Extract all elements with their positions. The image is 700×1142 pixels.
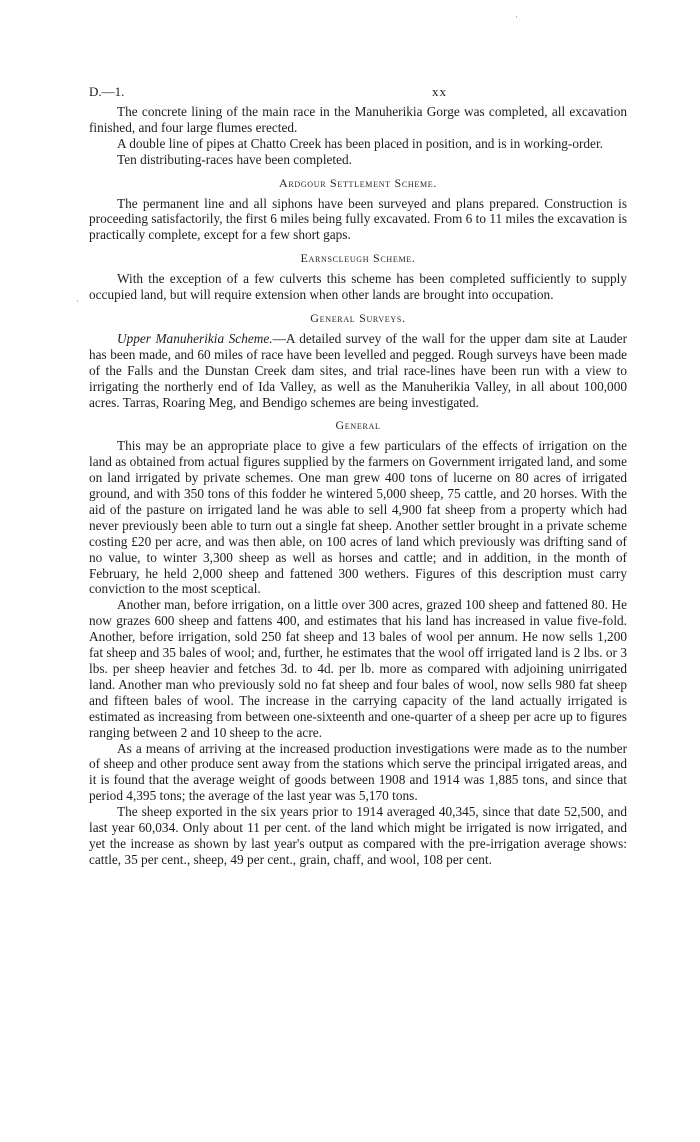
body-paragraph bbox=[89, 104, 627, 136]
body-paragraph bbox=[89, 271, 627, 303]
body-paragraph bbox=[89, 741, 627, 805]
body-paragraph bbox=[89, 152, 627, 168]
paragraph-text: The sheep exported in the six years prior to 1914 averaged 40,345, since that date 52,500, and last year 60,034. Only about 11 per cent. of the land which might be irrigated is now irrigated, and yet the increase as shown by last year's output as compared with the pre-irrigation average shows: cattle, 35 per cent., sheep, 49 per cent., grain, chaff, and wool, 108 per cent. bbox=[89, 804, 627, 867]
page-header bbox=[89, 84, 627, 100]
section-heading: General Surveys. bbox=[310, 310, 406, 325]
document-body bbox=[89, 104, 627, 868]
section-heading: Earnscleugh Scheme. bbox=[300, 251, 416, 266]
document-section bbox=[89, 418, 627, 867]
paragraph-text: Another man, before irrigation, on a little over 300 acres, grazed 100 sheep and fattened 80. He now grazes 600 sheep and fattens 400, and estimates that his land has increased in value five-fold. Another, before irrigation, sold 250 fat sheep and 13 bales of wool per annum. He now sells 1,200 fat sheep and 35 bales of wool; and, further, he estimates that the wool off irrigated land is 2 lbs. or 3 lbs. per sheep heavier and fetches 3d. to 4d. per lb. more as compared with adjoining unirrigated land. Another man who previously sold no fat sheep and four bales of wool, now sells 980 fat sheep and fifteen bales of wool. The increase in the carrying capacity of the land actually irrigated is estimated as increasing from between one-sixteenth and one-quarter of a sheep per acre up to figures ranging between 2 and 10 sheep to the acre. bbox=[89, 597, 627, 740]
paragraph-text: The permanent line and all siphons have been surveyed and plans prepared. Construction is proceeding satisfactorily, the first 6 miles being fully excavated. From 6 to 11 miles the excavation is practically complete, except for a few short gaps. bbox=[89, 195, 627, 243]
document-reference: D.—1. bbox=[89, 84, 125, 99]
page-number: xx bbox=[432, 84, 447, 99]
body-paragraph bbox=[89, 438, 627, 597]
body-paragraph bbox=[89, 597, 627, 740]
document-section bbox=[89, 176, 627, 244]
paragraph-text: A double line of pipes at Chatto Creek has been placed in position, and is in working-order. bbox=[117, 135, 603, 151]
paragraph-text: Ten distributing-races have been completed. bbox=[117, 151, 353, 167]
body-paragraph bbox=[89, 196, 627, 244]
scan-speck: · bbox=[515, 12, 518, 22]
scan-speck: · bbox=[76, 296, 79, 306]
document-section bbox=[89, 251, 627, 303]
paragraph-lead-italic: Upper Manuherikia Scheme. bbox=[117, 330, 273, 346]
document-section bbox=[89, 104, 627, 168]
body-paragraph bbox=[89, 331, 627, 411]
paragraph-text: The concrete lining of the main race in the Manuherikia Gorge was completed, all excavation finished, and four large flumes erected. bbox=[89, 104, 627, 135]
body-paragraph bbox=[89, 136, 627, 152]
paragraph-text: —A detailed survey of the wall for the upper dam site at Lauder has been made, and 60 miles of race have been levelled and pegged. Rough surveys have been made of the Falls and the Dunstan Creek dam sites, and trial race-lines have been run with a view to irrigating the northerly end of Ida Valley, as well as the Manuherikia Valley, in all about 100,000 acres. Tarras, Roaring Meg, and Bendigo schemes are being investigated. bbox=[89, 330, 627, 410]
paragraph-text: As a means of arriving at the increased production investigations were made as to the number of sheep and other produce sent away from the stations which serve the principal irrigated areas, and it is found that the average weight of goods between 1908 and 1914 was 1,885 tons, and since that period 4,395 tons; the average of the last year was 5,170 tons. bbox=[89, 740, 627, 804]
paragraph-text: With the exception of a few culverts this scheme has been completed sufficiently to supply occupied land, but will require extension when other lands are brought into occupation. bbox=[89, 271, 627, 303]
body-paragraph bbox=[89, 804, 627, 868]
section-heading: General bbox=[335, 418, 381, 433]
section-heading: Ardgour Settlement Scheme. bbox=[278, 175, 438, 190]
paragraph-text: This may be an appropriate place to give a few particulars of the effects of irrigation on the land as obtained from actual figures supplied by the farmers on Government irrigated land, and some on land irrigated by private schemes. One man grew 400 tons of lucerne on 80 acres of irrigated ground, and with 350 tons of this fodder he wintered 5,000 sheep, 75 cattle, and 20 horses. With the aid of the pasture on irrigated land he was able to sell 4,900 fat sheep from a property which had never previously been able to turn out a single fat sheep. Another settler brought in a private scheme costing £20 per acre, and was then able, on 100 acres of land which previously was drifting sand of no value, to winter 3,300 sheep as well as horses and cattle; and in addition, in the month of February, he held 2,000 sheep and fattened 300 wethers. Figures of this description must carry conviction to the most sceptical. bbox=[89, 438, 627, 597]
document-section bbox=[89, 311, 627, 410]
